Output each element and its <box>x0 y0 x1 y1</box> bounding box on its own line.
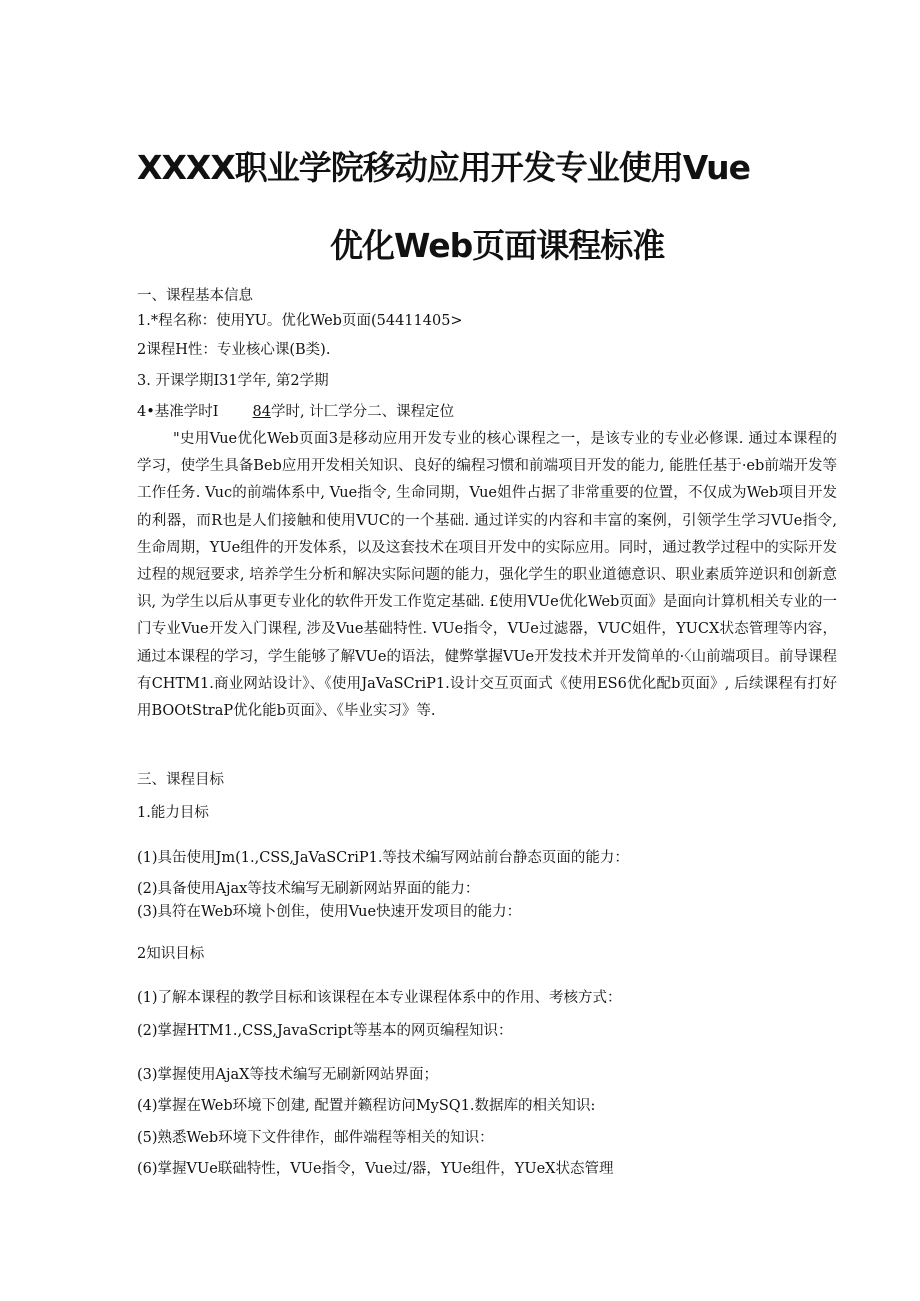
document-title-line-1: XXXX职业学院移动应用开发专业使用Vue <box>137 148 751 187</box>
ability-item-2: (2)具备使用Ajax等技术编写无刷新网站界面的能力： <box>137 881 480 897</box>
ability-item-3: (3)具符在Web环境卜创隹，使用Vue快速开发项目的能力： <box>137 904 522 920</box>
semester-line: 3. 开课学期I31学年, 第2学期 <box>137 373 329 389</box>
course-positioning-paragraph: "史用Vue优化Web页面3是移动应用开发专业的核心课程之一，是该专业的专业必修课. 通过本课程的学习，使学生具备Beb应用开发相关知识、良好的编程习惯和前端项目开发的能力, 能胜任基于·eb前端开发等工作任务. Vuc的前端体系中, Vue指令, 生命同期，Vue姐件占据了非常重要的位置，不仅成为Web项目开发的利器，而R也是人们接触和使用VUC的一个基础. 通过详实的内容和丰富的案例，引领学生学习VUe指令, 生命周期，YUe组件的开发体系，以及这套技术在项目开发中的实际应用。同时，通过教学过程中的实际开发过程的规冠要求, 培养学生分析和解决实际问题的能力，强化学生的职业道德意识、职业素质笄逆识和创新意识, 为学生以后从事更专业化的软件开发工作览定基础. £使用VUe优化Web页面》是面向计算机相关专业的一门专业Vue开发入门课程, 涉及Vue基础特性. VUe指令，VUe过滤器，VUC姐件，YUCX状态管理等内容，通过本课程的学习，学生能够了解VUe的语法，健弊掌握VUe开发技术并开发简单的·〈山前端项目。前导课程有CHTM1.商业网站设计》、《使用JaVaSCriP1.设计交互页面式《使用ES6优化配b页面》, 后续课程有打好用BOOtStraP优化能b页面》、《毕业实习》等. <box>137 431 837 720</box>
hours-line <box>137 402 454 422</box>
course-type-line: 2课程H性：专业核心课(B类). <box>137 342 331 358</box>
course-name-line: 1.*程名称：使用YU。优化Web页面(54411405> <box>137 313 463 329</box>
ability-objectives-heading: 1.能力目标 <box>137 805 209 821</box>
document-title-line-2: 优化Web页面课程标准 <box>330 226 665 265</box>
knowledge-item-1: (1)了解本课程的教学目标和该课程在本专业课程体系中的作用、考核方式： <box>137 990 622 1006</box>
knowledge-objectives-heading: 2知识目标 <box>137 946 205 962</box>
knowledge-item-6: (6)掌握VUe联础特性，VUe指令，Vue过/器，YUe组件，YUeX状态管理 <box>137 1161 614 1177</box>
knowledge-item-4: (4)掌握在Web环境下创建, 配置并籁程访问MySQ1.数据库的相关知识: <box>137 1098 596 1114</box>
knowledge-item-3: (3)掌握使用AjaX等技术编写无刷新网站界面； <box>137 1067 438 1083</box>
hours-value: 84 <box>252 404 271 420</box>
ability-item-1: (1)具缶使用Jm(1.,CSS,JaVaSCriP1.等技术编写网站前台静态页面的能力： <box>137 850 629 866</box>
section-heading-basic-info: 一、课程基本信息 <box>137 288 253 304</box>
section-heading-objectives: 三、课程目标 <box>137 772 224 788</box>
knowledge-item-2: (2)掌握HTM1.,CSS,JavaScript等基本的网页编程知识： <box>137 1023 513 1039</box>
hours-prefix: 4•基准学时I <box>137 404 219 420</box>
knowledge-item-5: (5)熟悉Web环境下文件律作，邮件端程等相关的知识： <box>137 1130 494 1146</box>
hours-suffix: 学时, 计匚学分二、课程定位 <box>270 404 455 420</box>
